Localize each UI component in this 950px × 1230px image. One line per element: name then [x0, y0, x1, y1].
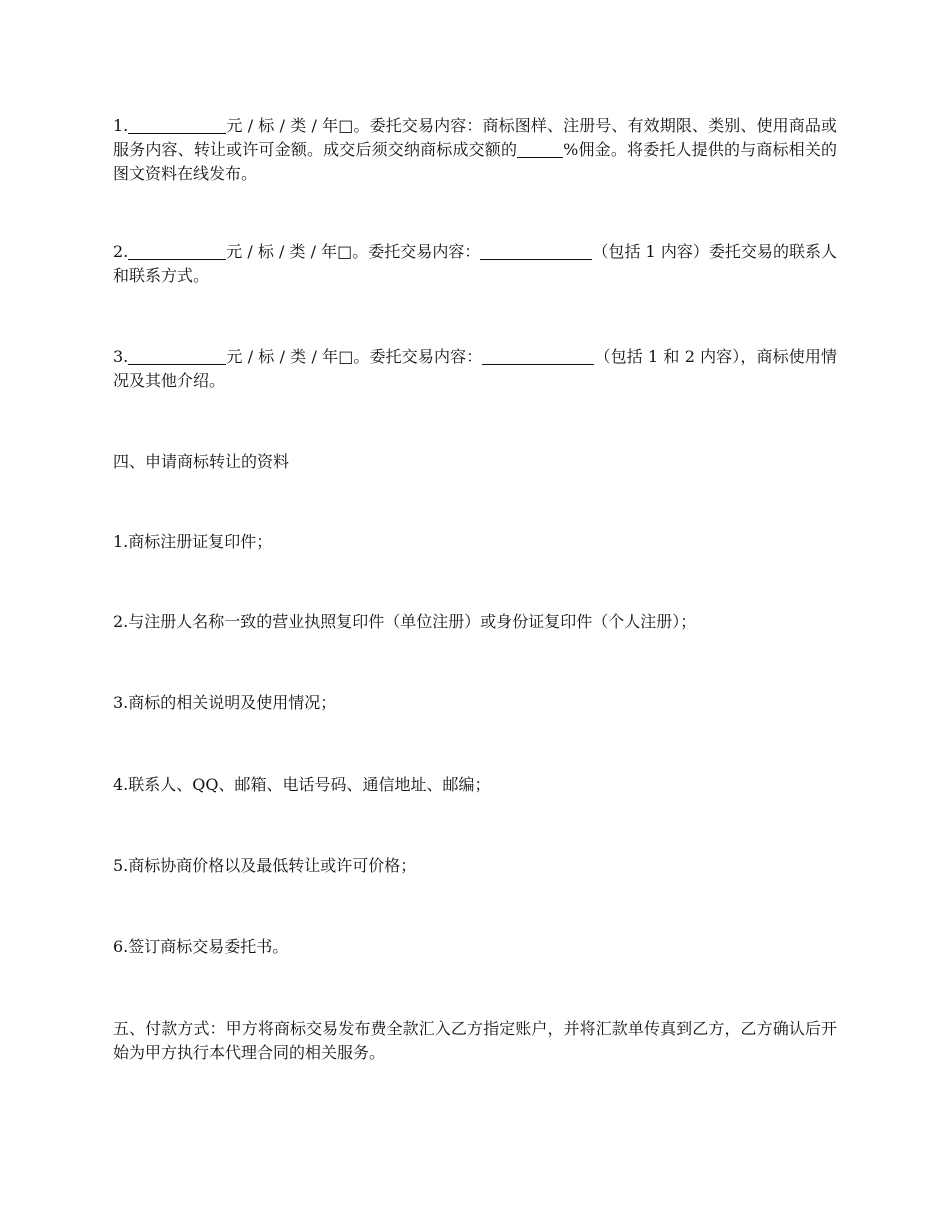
fee-item-3-number: 3. [113, 347, 129, 366]
fee-amount-blank-1 [128, 117, 226, 134]
material-item-6: 6.签订商标交易委托书。 [113, 937, 289, 956]
section-4-heading: 四、申请商标转让的资料 [113, 452, 290, 471]
fee-item-2-text: 元 / 标 / 类 / 年□。委托交易内容： [226, 242, 481, 261]
material-item-3: 3.商标的相关说明及使用情况； [113, 693, 337, 712]
fee-item-1-commission: %佣金。将委托人提供的与商标相关的图文资料在线发布。 [113, 140, 837, 183]
fee-item-2-number: 2. [113, 242, 129, 261]
material-item-2: 2.与注册人名称一致的营业执照复印件（单位注册）或身份证复印件（个人注册）； [113, 612, 697, 631]
fee-item-2 [113, 240, 837, 288]
material-item-4: 4.联系人、QQ、邮箱、电话号码、通信地址、邮编； [113, 775, 491, 794]
section-5-payment: 五、付款方式：甲方将商标交易发布费全款汇入乙方指定账户，并将汇款单传真到乙方，乙方确认后开始为甲方执行本代理合同的相关服务。 [113, 1019, 837, 1062]
fee-item-1 [113, 114, 837, 186]
fee-amount-blank-2 [128, 243, 226, 260]
content-blank-2 [480, 243, 592, 260]
material-item-5: 5.商标协商价格以及最低转让或许可价格； [113, 856, 417, 875]
fee-item-2-rest: （包括 1 内容）委托交易的联系人和联系方式。 [113, 242, 837, 285]
fee-amount-blank-3 [128, 348, 226, 365]
content-blank-3 [482, 348, 594, 365]
fee-item-3-rest: （包括 1 和 2 内容），商标使用情况及其他介绍。 [113, 347, 837, 390]
fee-item-3 [113, 345, 837, 393]
commission-rate-blank [517, 141, 563, 158]
fee-item-1-text: 元 / 标 / 类 / 年□。委托交易内容：商标图样、注册号、有效期限、类别、使用商品或服务内容、转让或许可金额。成交后须交纳商标成交额的 [113, 116, 837, 159]
fee-item-3-text: 元 / 标 / 类 / 年□。委托交易内容： [226, 347, 483, 366]
fee-item-1-number: 1. [113, 116, 129, 135]
material-item-1: 1.商标注册证复印件； [113, 532, 273, 551]
